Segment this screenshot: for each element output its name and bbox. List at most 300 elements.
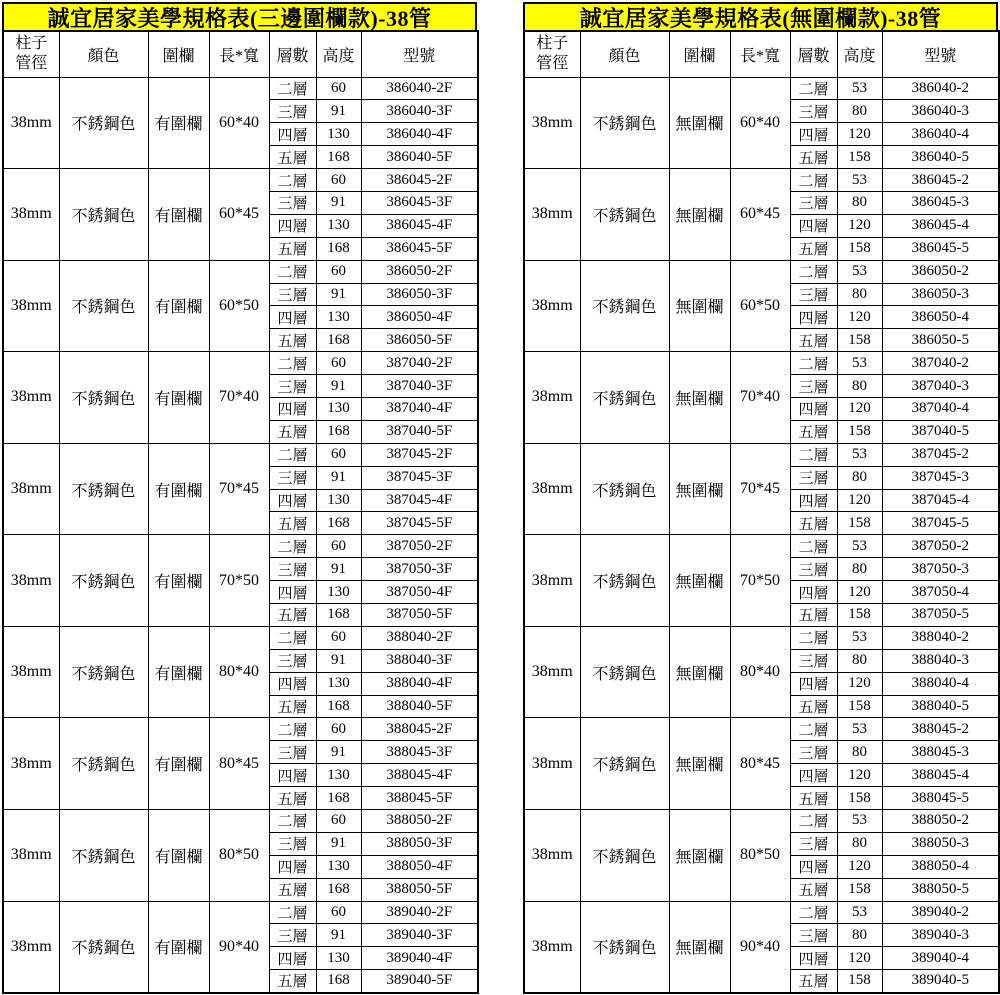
size-cell: 80*50 — [209, 810, 269, 902]
size-cell: 90*40 — [730, 901, 790, 993]
layers-cell: 三層 — [269, 283, 316, 306]
color-cell: 不銹鋼色 — [59, 443, 148, 535]
height-cell: 53 — [837, 901, 882, 924]
model-cell: 387040-4 — [882, 397, 999, 420]
height-cell: 168 — [316, 146, 361, 169]
color-cell: 不銹鋼色 — [580, 352, 669, 444]
color-cell: 不銹鋼色 — [580, 535, 669, 627]
height-cell: 120 — [837, 489, 882, 512]
height-cell: 60 — [316, 626, 361, 649]
diameter-cell: 38mm — [3, 77, 59, 169]
height-cell: 60 — [316, 260, 361, 283]
model-cell: 386050-3 — [882, 283, 999, 306]
header-diameter-line1: 柱子 — [15, 35, 48, 53]
height-cell: 120 — [837, 123, 882, 146]
diameter-cell: 38mm — [524, 626, 580, 718]
height-cell: 91 — [316, 741, 361, 764]
header-model: 型號 — [882, 31, 999, 77]
model-cell: 387050-4F — [361, 581, 478, 604]
fence-cell: 有圍欄 — [148, 535, 209, 627]
layers-cell: 五層 — [790, 146, 837, 169]
layers-cell: 四層 — [269, 489, 316, 512]
height-cell: 53 — [837, 718, 882, 741]
model-cell: 389040-3F — [361, 924, 478, 947]
layers-cell: 五層 — [269, 420, 316, 443]
model-cell: 386040-2 — [882, 77, 999, 100]
fence-cell: 無圍欄 — [669, 443, 730, 535]
layers-cell: 五層 — [269, 237, 316, 260]
height-cell: 80 — [837, 741, 882, 764]
fence-cell: 有圍欄 — [148, 169, 209, 261]
model-cell: 387040-4F — [361, 397, 478, 420]
spec-row — [3, 169, 478, 192]
layers-cell: 二層 — [269, 810, 316, 833]
layers-cell: 四層 — [790, 306, 837, 329]
height-cell: 80 — [837, 100, 882, 123]
size-cell: 80*50 — [730, 810, 790, 902]
model-cell: 386050-4F — [361, 306, 478, 329]
height-cell: 80 — [837, 283, 882, 306]
model-cell: 388040-3 — [882, 649, 999, 672]
layers-cell: 五層 — [790, 420, 837, 443]
layers-cell: 四層 — [269, 397, 316, 420]
size-cell: 70*45 — [730, 443, 790, 535]
diameter-cell: 38mm — [3, 626, 59, 718]
spec-row — [3, 443, 478, 466]
height-cell: 168 — [316, 603, 361, 626]
layers-cell: 四層 — [790, 397, 837, 420]
fence-cell: 無圍欄 — [669, 77, 730, 169]
height-cell: 168 — [316, 329, 361, 352]
layers-cell: 二層 — [269, 535, 316, 558]
height-cell: 80 — [837, 466, 882, 489]
model-cell: 386045-5 — [882, 237, 999, 260]
layers-cell: 五層 — [269, 146, 316, 169]
layers-cell: 四層 — [790, 581, 837, 604]
color-cell: 不銹鋼色 — [580, 810, 669, 902]
layers-cell: 四層 — [790, 123, 837, 146]
layers-cell: 五層 — [269, 970, 316, 993]
height-cell: 91 — [316, 191, 361, 214]
model-cell: 388045-2 — [882, 718, 999, 741]
header-model: 型號 — [361, 31, 478, 77]
layers-cell: 三層 — [790, 832, 837, 855]
height-cell: 158 — [837, 237, 882, 260]
fence-cell: 有圍欄 — [148, 77, 209, 169]
layers-cell: 三層 — [790, 741, 837, 764]
height-cell: 53 — [837, 169, 882, 192]
model-cell: 388045-3 — [882, 741, 999, 764]
layers-cell: 二層 — [269, 718, 316, 741]
color-cell: 不銹鋼色 — [59, 535, 148, 627]
spec-row — [524, 260, 999, 283]
header-row — [3, 31, 478, 77]
header-color: 顏色 — [580, 31, 669, 77]
layers-cell: 三層 — [269, 466, 316, 489]
layers-cell: 二層 — [790, 169, 837, 192]
height-cell: 130 — [316, 397, 361, 420]
size-cell: 70*50 — [209, 535, 269, 627]
header-size: 長*寬 — [730, 31, 790, 77]
layers-cell: 四層 — [790, 672, 837, 695]
size-cell: 70*50 — [730, 535, 790, 627]
layers-cell: 三層 — [790, 924, 837, 947]
spec-row — [524, 169, 999, 192]
color-cell: 不銹鋼色 — [580, 169, 669, 261]
layers-cell: 五層 — [269, 878, 316, 901]
height-cell: 168 — [316, 695, 361, 718]
layers-cell: 三層 — [790, 649, 837, 672]
layers-cell: 五層 — [269, 695, 316, 718]
height-cell: 120 — [837, 764, 882, 787]
layers-cell: 二層 — [269, 901, 316, 924]
height-cell: 60 — [316, 535, 361, 558]
color-cell: 不銹鋼色 — [59, 626, 148, 718]
model-cell: 386045-4F — [361, 214, 478, 237]
model-cell: 387045-5 — [882, 512, 999, 535]
height-cell: 60 — [316, 169, 361, 192]
size-cell: 60*40 — [730, 77, 790, 169]
layers-cell: 三層 — [790, 466, 837, 489]
model-cell: 387040-3 — [882, 375, 999, 398]
fence-cell: 有圍欄 — [148, 626, 209, 718]
model-cell: 387050-2F — [361, 535, 478, 558]
height-cell: 53 — [837, 810, 882, 833]
height-cell: 91 — [316, 283, 361, 306]
layers-cell: 二層 — [790, 718, 837, 741]
layers-cell: 三層 — [790, 283, 837, 306]
layers-cell: 三層 — [269, 375, 316, 398]
model-cell: 388045-5F — [361, 787, 478, 810]
model-cell: 387050-3F — [361, 558, 478, 581]
layers-cell: 五層 — [269, 603, 316, 626]
height-cell: 130 — [316, 123, 361, 146]
model-cell: 387040-5F — [361, 420, 478, 443]
color-cell: 不銹鋼色 — [580, 718, 669, 810]
color-cell: 不銹鋼色 — [59, 810, 148, 902]
height-cell: 80 — [837, 191, 882, 214]
header-diameter — [3, 31, 59, 77]
spec-row — [524, 77, 999, 100]
model-cell: 387045-2 — [882, 443, 999, 466]
size-cell: 70*40 — [209, 352, 269, 444]
model-cell: 387045-5F — [361, 512, 478, 535]
height-cell: 53 — [837, 260, 882, 283]
model-cell: 388040-2F — [361, 626, 478, 649]
layers-cell: 四層 — [269, 581, 316, 604]
height-cell: 168 — [316, 420, 361, 443]
table-title-fenced: 誠宜居家美學規格表(三邊圍欄款)-38管 — [2, 2, 477, 30]
model-cell: 388050-3F — [361, 832, 478, 855]
size-cell: 70*45 — [209, 443, 269, 535]
height-cell: 80 — [837, 558, 882, 581]
layers-cell: 三層 — [269, 100, 316, 123]
height-cell: 130 — [316, 214, 361, 237]
color-cell: 不銹鋼色 — [59, 901, 148, 993]
header-fence: 圍欄 — [148, 31, 209, 77]
layers-cell: 二層 — [790, 626, 837, 649]
header-fence: 圍欄 — [669, 31, 730, 77]
diameter-cell: 38mm — [524, 810, 580, 902]
fence-cell: 無圍欄 — [669, 810, 730, 902]
color-cell: 不銹鋼色 — [59, 260, 148, 352]
height-cell: 60 — [316, 810, 361, 833]
height-cell: 130 — [316, 764, 361, 787]
height-cell: 120 — [837, 581, 882, 604]
model-cell: 387050-5F — [361, 603, 478, 626]
fence-cell: 有圍欄 — [148, 810, 209, 902]
height-cell: 130 — [316, 581, 361, 604]
layers-cell: 三層 — [269, 558, 316, 581]
fence-cell: 無圍欄 — [669, 718, 730, 810]
model-cell: 386045-2 — [882, 169, 999, 192]
diameter-cell: 38mm — [524, 260, 580, 352]
model-cell: 386040-3 — [882, 100, 999, 123]
height-cell: 60 — [316, 352, 361, 375]
layers-cell: 四層 — [269, 123, 316, 146]
layers-cell: 二層 — [790, 260, 837, 283]
layers-cell: 三層 — [269, 832, 316, 855]
model-cell: 387040-5 — [882, 420, 999, 443]
layers-cell: 三層 — [790, 100, 837, 123]
height-cell: 53 — [837, 535, 882, 558]
color-cell: 不銹鋼色 — [580, 901, 669, 993]
layers-cell: 五層 — [269, 329, 316, 352]
height-cell: 158 — [837, 146, 882, 169]
model-cell: 389040-4 — [882, 947, 999, 970]
layers-cell: 四層 — [269, 214, 316, 237]
model-cell: 388040-2 — [882, 626, 999, 649]
height-cell: 120 — [837, 214, 882, 237]
height-cell: 53 — [837, 77, 882, 100]
color-cell: 不銹鋼色 — [580, 260, 669, 352]
spec-row — [3, 77, 478, 100]
height-cell: 60 — [316, 77, 361, 100]
height-cell: 158 — [837, 603, 882, 626]
height-cell: 80 — [837, 649, 882, 672]
model-cell: 387050-2 — [882, 535, 999, 558]
diameter-cell: 38mm — [524, 901, 580, 993]
height-cell: 168 — [316, 970, 361, 993]
model-cell: 389040-2F — [361, 901, 478, 924]
layers-cell: 二層 — [269, 626, 316, 649]
layers-cell: 四層 — [269, 855, 316, 878]
fence-cell: 無圍欄 — [669, 901, 730, 993]
model-cell: 388050-3 — [882, 832, 999, 855]
layers-cell: 二層 — [790, 535, 837, 558]
fence-cell: 無圍欄 — [669, 169, 730, 261]
model-cell: 386045-3F — [361, 191, 478, 214]
header-layers: 層數 — [269, 31, 316, 77]
layers-cell: 三層 — [269, 924, 316, 947]
height-cell: 91 — [316, 466, 361, 489]
layers-cell: 四層 — [790, 489, 837, 512]
model-cell: 388050-5F — [361, 878, 478, 901]
model-cell: 389040-3 — [882, 924, 999, 947]
spec-grid-fenced — [2, 30, 479, 994]
height-cell: 158 — [837, 420, 882, 443]
color-cell: 不銹鋼色 — [59, 352, 148, 444]
model-cell: 386040-4 — [882, 123, 999, 146]
height-cell: 120 — [837, 397, 882, 420]
height-cell: 130 — [316, 672, 361, 695]
model-cell: 388045-4 — [882, 764, 999, 787]
model-cell: 386050-2 — [882, 260, 999, 283]
color-cell: 不銹鋼色 — [580, 443, 669, 535]
height-cell: 91 — [316, 649, 361, 672]
model-cell: 386045-2F — [361, 169, 478, 192]
fence-cell: 無圍欄 — [669, 352, 730, 444]
model-cell: 389040-2 — [882, 901, 999, 924]
fence-cell: 有圍欄 — [148, 443, 209, 535]
size-cell: 80*45 — [730, 718, 790, 810]
fence-cell: 有圍欄 — [148, 260, 209, 352]
spec-row — [524, 443, 999, 466]
diameter-cell: 38mm — [524, 77, 580, 169]
layers-cell: 五層 — [790, 878, 837, 901]
height-cell: 91 — [316, 832, 361, 855]
height-cell: 158 — [837, 787, 882, 810]
size-cell: 60*45 — [209, 169, 269, 261]
height-cell: 158 — [837, 695, 882, 718]
height-cell: 80 — [837, 832, 882, 855]
layers-cell: 三層 — [790, 375, 837, 398]
layers-cell: 四層 — [269, 672, 316, 695]
spec-row — [3, 718, 478, 741]
model-cell: 388050-5 — [882, 878, 999, 901]
spec-row — [3, 535, 478, 558]
spec-row — [524, 718, 999, 741]
model-cell: 388045-3F — [361, 741, 478, 764]
layers-cell: 二層 — [790, 901, 837, 924]
color-cell: 不銹鋼色 — [59, 169, 148, 261]
model-cell: 386050-3F — [361, 283, 478, 306]
model-cell: 386040-2F — [361, 77, 478, 100]
spec-row — [524, 535, 999, 558]
model-cell: 386050-2F — [361, 260, 478, 283]
header-diameter-line2: 管徑 — [536, 55, 569, 73]
height-cell: 120 — [837, 672, 882, 695]
layers-cell: 三層 — [269, 741, 316, 764]
model-cell: 389040-4F — [361, 947, 478, 970]
model-cell: 386050-5F — [361, 329, 478, 352]
fence-cell: 無圍欄 — [669, 626, 730, 718]
size-cell: 60*45 — [730, 169, 790, 261]
size-cell: 80*45 — [209, 718, 269, 810]
layers-cell: 三層 — [269, 191, 316, 214]
height-cell: 168 — [316, 787, 361, 810]
model-cell: 387040-2F — [361, 352, 478, 375]
header-diameter-line2: 管徑 — [15, 55, 48, 73]
spec-row — [3, 810, 478, 833]
height-cell: 120 — [837, 947, 882, 970]
height-cell: 120 — [837, 855, 882, 878]
diameter-cell: 38mm — [524, 443, 580, 535]
model-cell: 386045-5F — [361, 237, 478, 260]
height-cell: 60 — [316, 443, 361, 466]
fence-cell: 無圍欄 — [669, 535, 730, 627]
layers-cell: 二層 — [790, 352, 837, 375]
diameter-cell: 38mm — [3, 352, 59, 444]
layers-cell: 二層 — [269, 169, 316, 192]
height-cell: 130 — [316, 855, 361, 878]
table-body-unfenced — [524, 77, 999, 993]
layers-cell: 四層 — [790, 764, 837, 787]
height-cell: 53 — [837, 443, 882, 466]
size-cell: 60*40 — [209, 77, 269, 169]
diameter-cell: 38mm — [3, 901, 59, 993]
model-cell: 388040-5F — [361, 695, 478, 718]
height-cell: 60 — [316, 718, 361, 741]
model-cell: 387040-2 — [882, 352, 999, 375]
model-cell: 388050-4F — [361, 855, 478, 878]
layers-cell: 五層 — [790, 603, 837, 626]
height-cell: 60 — [316, 901, 361, 924]
layers-cell: 五層 — [790, 695, 837, 718]
size-cell: 80*40 — [209, 626, 269, 718]
size-cell: 60*50 — [209, 260, 269, 352]
model-cell: 387045-4 — [882, 489, 999, 512]
spec-row — [524, 626, 999, 649]
layers-cell: 五層 — [790, 237, 837, 260]
diameter-cell: 38mm — [524, 352, 580, 444]
model-cell: 388045-5 — [882, 787, 999, 810]
height-cell: 80 — [837, 375, 882, 398]
model-cell: 388050-2F — [361, 810, 478, 833]
fence-cell: 無圍欄 — [669, 260, 730, 352]
model-cell: 386045-4 — [882, 214, 999, 237]
header-height: 高度 — [837, 31, 882, 77]
height-cell: 168 — [316, 878, 361, 901]
model-cell: 388050-2 — [882, 810, 999, 833]
layers-cell: 二層 — [269, 443, 316, 466]
fence-cell: 有圍欄 — [148, 352, 209, 444]
model-cell: 386040-3F — [361, 100, 478, 123]
layers-cell: 五層 — [790, 787, 837, 810]
model-cell: 388040-4F — [361, 672, 478, 695]
layers-cell: 三層 — [790, 191, 837, 214]
diameter-cell: 38mm — [3, 810, 59, 902]
model-cell: 386040-5 — [882, 146, 999, 169]
size-cell: 90*40 — [209, 901, 269, 993]
layers-cell: 二層 — [790, 77, 837, 100]
layers-cell: 二層 — [269, 352, 316, 375]
model-cell: 386040-5F — [361, 146, 478, 169]
diameter-cell: 38mm — [524, 169, 580, 261]
height-cell: 130 — [316, 489, 361, 512]
model-cell: 387050-4 — [882, 581, 999, 604]
model-cell: 386050-5 — [882, 329, 999, 352]
spec-row — [3, 626, 478, 649]
model-cell: 387040-3F — [361, 375, 478, 398]
layers-cell: 二層 — [790, 810, 837, 833]
model-cell: 388045-4F — [361, 764, 478, 787]
model-cell: 387045-4F — [361, 489, 478, 512]
spec-row — [3, 352, 478, 375]
layers-cell: 三層 — [790, 558, 837, 581]
layers-cell: 四層 — [269, 947, 316, 970]
spec-row — [524, 901, 999, 924]
layers-cell: 五層 — [790, 329, 837, 352]
header-color: 顏色 — [59, 31, 148, 77]
layers-cell: 五層 — [790, 970, 837, 993]
model-cell: 388040-4 — [882, 672, 999, 695]
spec-row — [524, 810, 999, 833]
diameter-cell: 38mm — [3, 260, 59, 352]
diameter-cell: 38mm — [524, 535, 580, 627]
layers-cell: 五層 — [269, 512, 316, 535]
layers-cell: 四層 — [790, 947, 837, 970]
